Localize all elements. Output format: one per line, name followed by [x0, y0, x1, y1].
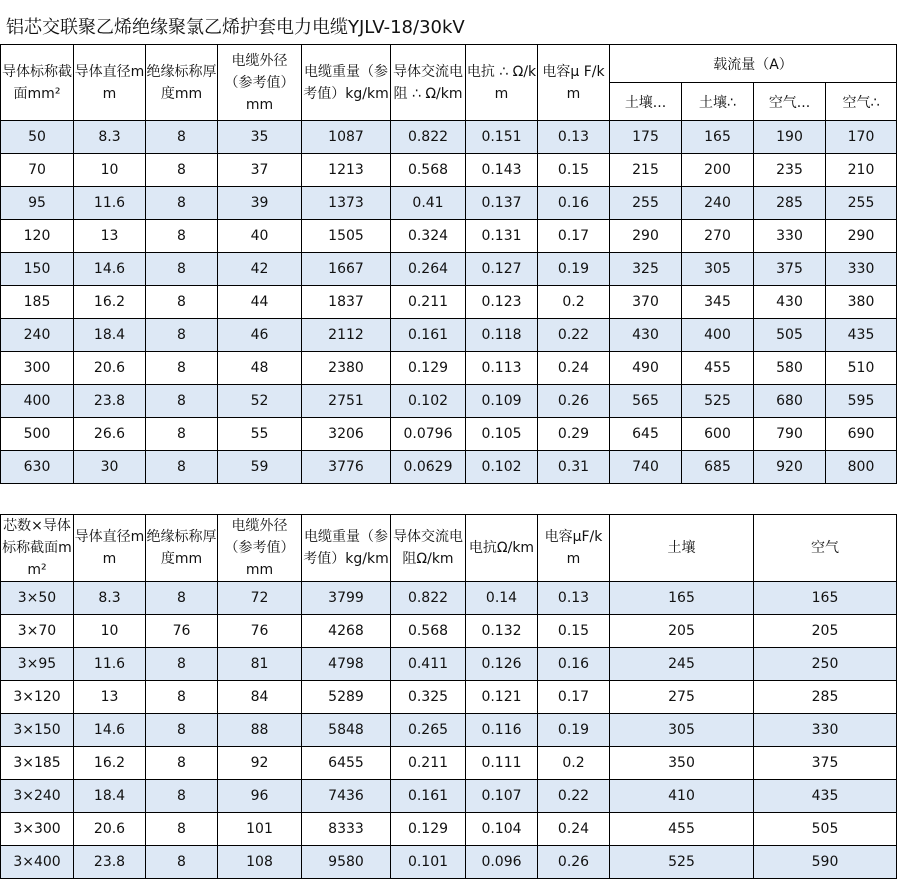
table-cell: 0.26 [538, 846, 610, 879]
table-cell: 0.129 [391, 813, 466, 846]
table-cell: 175 [610, 121, 682, 154]
table-cell: 3776 [302, 451, 391, 484]
table-cell: 1087 [302, 121, 391, 154]
table-cell: 0.568 [391, 154, 466, 187]
table-cell: 595 [826, 385, 897, 418]
table-cell: 0.16 [538, 187, 610, 220]
table-cell: 350 [610, 747, 754, 780]
table-cell: 190 [754, 121, 826, 154]
table-cell: 44 [218, 286, 302, 319]
table-cell: 7436 [302, 780, 391, 813]
table-cell: 205 [754, 615, 897, 648]
table-cell: 0.107 [466, 780, 538, 813]
table-cell: 0.31 [538, 451, 610, 484]
table-cell: 920 [754, 451, 826, 484]
table-row [1, 319, 897, 352]
table-cell: 400 [1, 385, 74, 418]
table-cell: 0.13 [538, 121, 610, 154]
table-cell: 48 [218, 352, 302, 385]
table-cell: 0.265 [391, 714, 466, 747]
table-cell: 255 [610, 187, 682, 220]
table-cell: 84 [218, 681, 302, 714]
table-cell: 0.19 [538, 714, 610, 747]
table-cell: 0.24 [538, 813, 610, 846]
table-cell: 26.6 [74, 418, 146, 451]
table-cell: 0.102 [466, 451, 538, 484]
table-cell: 0.111 [466, 747, 538, 780]
table-cell: 380 [826, 286, 897, 319]
table-cell: 740 [610, 451, 682, 484]
single-core-spec-table [0, 44, 897, 484]
header-conductor-diameter: 导体直径mm [74, 45, 146, 121]
table-cell: 0.129 [391, 352, 466, 385]
table-cell: 435 [754, 780, 897, 813]
table-cell: 0.104 [466, 813, 538, 846]
table-cell: 8 [146, 451, 218, 484]
table-row [1, 813, 897, 846]
table-cell: 430 [610, 319, 682, 352]
table-cell: 565 [610, 385, 682, 418]
table-cell: 0.264 [391, 253, 466, 286]
table-cell: 250 [754, 648, 897, 681]
table-cell: 42 [218, 253, 302, 286]
table-cell: 11.6 [74, 187, 146, 220]
table-cell: 0.143 [466, 154, 538, 187]
table-row [1, 187, 897, 220]
table-cell: 3×300 [1, 813, 74, 846]
header-air: 空气 [754, 515, 897, 582]
table-cell: 505 [754, 813, 897, 846]
header-air-1: 空气... [754, 83, 826, 121]
table-cell: 0.29 [538, 418, 610, 451]
table-cell: 0.102 [391, 385, 466, 418]
table-cell: 330 [826, 253, 897, 286]
table-cell: 108 [218, 846, 302, 879]
table-cell: 8.3 [74, 582, 146, 615]
table-cell: 8 [146, 253, 218, 286]
table-cell: 8.3 [74, 121, 146, 154]
table-cell: 0.151 [466, 121, 538, 154]
table-cell: 500 [1, 418, 74, 451]
table-cell: 0.324 [391, 220, 466, 253]
table-cell: 270 [682, 220, 754, 253]
table-cell: 455 [682, 352, 754, 385]
table-cell: 37 [218, 154, 302, 187]
table-cell: 0.0629 [391, 451, 466, 484]
table-cell: 1837 [302, 286, 391, 319]
table-cell: 205 [610, 615, 754, 648]
table-cell: 35 [218, 121, 302, 154]
table-cell: 325 [610, 253, 682, 286]
table-cell: 1373 [302, 187, 391, 220]
table-cell: 0.2 [538, 286, 610, 319]
table-cell: 76 [146, 615, 218, 648]
table-cell: 525 [682, 385, 754, 418]
header-capacitance: 电容μ F/km [538, 45, 610, 121]
table-cell: 0.16 [538, 648, 610, 681]
table-cell: 92 [218, 747, 302, 780]
table-cell: 0.22 [538, 319, 610, 352]
table-cell: 81 [218, 648, 302, 681]
header-ac-resistance: 导体交流电阻 ∴ Ω/km [391, 45, 466, 121]
header-ampacity: 载流量（A） [610, 45, 897, 83]
table-cell: 275 [610, 681, 754, 714]
table-cell: 88 [218, 714, 302, 747]
table-cell: 200 [682, 154, 754, 187]
table-row [1, 714, 897, 747]
table-cell: 0.126 [466, 648, 538, 681]
table-cell: 14.6 [74, 253, 146, 286]
table-cell: 23.8 [74, 846, 146, 879]
header-cross-section: 导体标称截面mm² [1, 45, 74, 121]
table-cell: 8 [146, 319, 218, 352]
table-cell: 600 [682, 418, 754, 451]
table-cell: 590 [754, 846, 897, 879]
header-cable-weight: 电缆重量（参考值）kg/km [302, 45, 391, 121]
table-cell: 630 [1, 451, 74, 484]
table-cell: 255 [826, 187, 897, 220]
table-cell: 1505 [302, 220, 391, 253]
table-cell: 10 [74, 154, 146, 187]
table-cell: 8 [146, 220, 218, 253]
table-cell: 8333 [302, 813, 391, 846]
header-ac-resistance: 导体交流电阻Ω/km [391, 515, 466, 582]
table-cell: 2751 [302, 385, 391, 418]
table-cell: 8 [146, 385, 218, 418]
table-cell: 0.118 [466, 319, 538, 352]
table-cell: 40 [218, 220, 302, 253]
table-cell: 645 [610, 418, 682, 451]
table-cell: 8 [146, 747, 218, 780]
table-cell: 20.6 [74, 813, 146, 846]
table-cell: 1667 [302, 253, 391, 286]
table-cell: 0.121 [466, 681, 538, 714]
table-cell: 3×70 [1, 615, 74, 648]
table-cell: 285 [754, 681, 897, 714]
table-row [1, 121, 897, 154]
table-cell: 410 [610, 780, 754, 813]
table-cell: 8 [146, 352, 218, 385]
table-cell: 5848 [302, 714, 391, 747]
table-cell: 0.17 [538, 220, 610, 253]
table-cell: 8 [146, 681, 218, 714]
table-cell: 0.13 [538, 582, 610, 615]
table-cell: 0.105 [466, 418, 538, 451]
table-cell: 330 [754, 220, 826, 253]
table-cell: 46 [218, 319, 302, 352]
header-soil-1: 土壤... [610, 83, 682, 121]
table-cell: 510 [826, 352, 897, 385]
header-reactance: 电抗 ∴ Ω/km [466, 45, 538, 121]
table-cell: 3×50 [1, 582, 74, 615]
table-cell: 18.4 [74, 780, 146, 813]
table-cell: 1213 [302, 154, 391, 187]
table-cell: 14.6 [74, 714, 146, 747]
table-cell: 0.26 [538, 385, 610, 418]
table-cell: 790 [754, 418, 826, 451]
table-row [1, 648, 897, 681]
table-cell: 165 [682, 121, 754, 154]
table-cell: 685 [682, 451, 754, 484]
table-cell: 290 [826, 220, 897, 253]
table-cell: 330 [754, 714, 897, 747]
table-cell: 50 [1, 121, 74, 154]
table-cell: 4798 [302, 648, 391, 681]
table-cell: 6455 [302, 747, 391, 780]
table-cell: 305 [682, 253, 754, 286]
table-cell: 3×95 [1, 648, 74, 681]
table-cell: 165 [610, 582, 754, 615]
table-cell: 0.109 [466, 385, 538, 418]
table-row [1, 681, 897, 714]
table-cell: 375 [754, 253, 826, 286]
table-cell: 8 [146, 121, 218, 154]
document-title: 铝芯交联聚乙烯绝缘聚氯乙烯护套电力电缆YJLV-18/30kV [6, 17, 465, 38]
table-cell: 165 [754, 582, 897, 615]
table-cell: 245 [610, 648, 754, 681]
table-cell: 72 [218, 582, 302, 615]
table-cell: 0.161 [391, 780, 466, 813]
table-cell: 435 [826, 319, 897, 352]
table-row [1, 582, 897, 615]
table-cell: 13 [74, 681, 146, 714]
header-insulation-thickness: 绝缘标称厚度mm [146, 515, 218, 582]
table-cell: 0.0796 [391, 418, 466, 451]
table-row [1, 286, 897, 319]
table-cell: 10 [74, 615, 146, 648]
header-soil: 土壤 [610, 515, 754, 582]
table-cell: 0.822 [391, 582, 466, 615]
table-row [1, 615, 897, 648]
table-row [1, 385, 897, 418]
table-cell: 59 [218, 451, 302, 484]
table-cell: 0.211 [391, 747, 466, 780]
table-cell: 185 [1, 286, 74, 319]
table-cell: 0.137 [466, 187, 538, 220]
table-row [1, 747, 897, 780]
table-cell: 0.096 [466, 846, 538, 879]
table-cell: 305 [610, 714, 754, 747]
table-cell: 235 [754, 154, 826, 187]
table-cell: 400 [682, 319, 754, 352]
table-cell: 96 [218, 780, 302, 813]
table-cell: 8 [146, 813, 218, 846]
table-cell: 455 [610, 813, 754, 846]
header-conductor-diameter: 导体直径mm [74, 515, 146, 582]
table-cell: 8 [146, 780, 218, 813]
table-cell: 55 [218, 418, 302, 451]
header-air-2: 空气∴ [826, 83, 897, 121]
table-cell: 0.161 [391, 319, 466, 352]
table-cell: 0.17 [538, 681, 610, 714]
table-cell: 345 [682, 286, 754, 319]
table-cell: 9580 [302, 846, 391, 879]
table-cell: 8 [146, 418, 218, 451]
table-cell: 0.14 [466, 582, 538, 615]
table-cell: 8 [146, 846, 218, 879]
table-cell: 690 [826, 418, 897, 451]
table-cell: 0.22 [538, 780, 610, 813]
table-cell: 3206 [302, 418, 391, 451]
table-cell: 120 [1, 220, 74, 253]
table-cell: 0.132 [466, 615, 538, 648]
table-cell: 101 [218, 813, 302, 846]
table-cell: 3×150 [1, 714, 74, 747]
table-cell: 4268 [302, 615, 391, 648]
table-cell: 240 [1, 319, 74, 352]
header-core-cross-section: 芯数×导体标称截面mm² [1, 515, 74, 582]
table-cell: 0.15 [538, 154, 610, 187]
header-soil-2: 土壤∴ [682, 83, 754, 121]
header-capacitance: 电容μF/km [538, 515, 610, 582]
table-cell: 39 [218, 187, 302, 220]
table-cell: 13 [74, 220, 146, 253]
table-cell: 3×120 [1, 681, 74, 714]
table-cell: 0.127 [466, 253, 538, 286]
table-cell: 375 [754, 747, 897, 780]
table-cell: 76 [218, 615, 302, 648]
table-cell: 490 [610, 352, 682, 385]
table-cell: 290 [610, 220, 682, 253]
table-cell: 0.113 [466, 352, 538, 385]
table-cell: 11.6 [74, 648, 146, 681]
table-cell: 18.4 [74, 319, 146, 352]
table-cell: 0.2 [538, 747, 610, 780]
table-cell: 2112 [302, 319, 391, 352]
table-cell: 3×400 [1, 846, 74, 879]
three-core-spec-table [0, 514, 897, 879]
table-cell: 30 [74, 451, 146, 484]
table-row [1, 780, 897, 813]
table-cell: 680 [754, 385, 826, 418]
table-cell: 0.123 [466, 286, 538, 319]
table-cell: 0.822 [391, 121, 466, 154]
header-outer-diameter: 电缆外径（参考值）mm [218, 45, 302, 121]
table-cell: 8 [146, 648, 218, 681]
table-cell: 52 [218, 385, 302, 418]
table-cell: 0.19 [538, 253, 610, 286]
table-cell: 5289 [302, 681, 391, 714]
table-cell: 16.2 [74, 747, 146, 780]
table-cell: 3×185 [1, 747, 74, 780]
table-row [1, 154, 897, 187]
table-cell: 20.6 [74, 352, 146, 385]
table-cell: 150 [1, 253, 74, 286]
table-cell: 580 [754, 352, 826, 385]
table-cell: 23.8 [74, 385, 146, 418]
table-cell: 285 [754, 187, 826, 220]
table-cell: 0.131 [466, 220, 538, 253]
table-cell: 0.116 [466, 714, 538, 747]
table-row [1, 253, 897, 286]
table-row [1, 451, 897, 484]
table-cell: 16.2 [74, 286, 146, 319]
table-row [1, 846, 897, 879]
table-cell: 800 [826, 451, 897, 484]
header-outer-diameter: 电缆外径（参考值）mm [218, 515, 302, 582]
table-cell: 525 [610, 846, 754, 879]
table-cell: 8 [146, 154, 218, 187]
table-cell: 0.211 [391, 286, 466, 319]
header-cable-weight: 电缆重量（参考值）kg/km [302, 515, 391, 582]
table-cell: 3×240 [1, 780, 74, 813]
table-cell: 370 [610, 286, 682, 319]
table-cell: 505 [754, 319, 826, 352]
header-insulation-thickness: 绝缘标称厚度mm [146, 45, 218, 121]
table-cell: 8 [146, 582, 218, 615]
table-cell: 240 [682, 187, 754, 220]
table-row [1, 352, 897, 385]
table-cell: 0.24 [538, 352, 610, 385]
table-cell: 0.15 [538, 615, 610, 648]
table-cell: 70 [1, 154, 74, 187]
table-cell: 8 [146, 286, 218, 319]
table-cell: 3799 [302, 582, 391, 615]
table-cell: 0.101 [391, 846, 466, 879]
table-row [1, 418, 897, 451]
table-cell: 0.41 [391, 187, 466, 220]
table-cell: 8 [146, 714, 218, 747]
table-cell: 8 [146, 187, 218, 220]
table-cell: 0.325 [391, 681, 466, 714]
table-cell: 95 [1, 187, 74, 220]
table-row [1, 220, 897, 253]
table-cell: 430 [754, 286, 826, 319]
table-cell: 2380 [302, 352, 391, 385]
header-reactance: 电抗Ω/km [466, 515, 538, 582]
table-cell: 170 [826, 121, 897, 154]
table-cell: 0.411 [391, 648, 466, 681]
table-cell: 300 [1, 352, 74, 385]
table-cell: 210 [826, 154, 897, 187]
table-cell: 0.568 [391, 615, 466, 648]
table-cell: 215 [610, 154, 682, 187]
